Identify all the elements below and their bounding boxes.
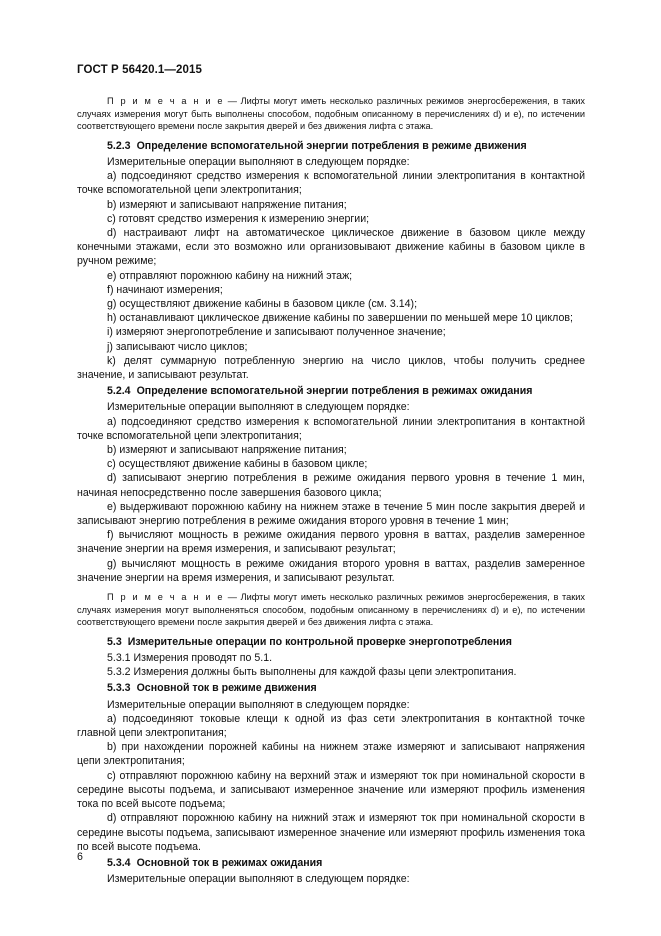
list-item: b) при нахождении порожней кабины на нижнем этаже измеряют и записывают напряжения цепи электропитания; [77,741,585,768]
list-item: e) выдерживают порожнюю кабину на нижнем этаже в течение 5 мин после закрытия дверей и записывают энергию потребления в режиме ожидания второго уровня в течение 1 мин; [77,500,585,528]
list-item: b) измеряют и записывают напряжение питания; [107,198,347,211]
paragraph-5-3-2: 5.3.2 Измерения должны быть выполнены для каждой фазы цепи электропитания. [107,666,517,679]
list-item: d) записывают энергию потребления в режиме ожидания первого уровня в течение 1 мин, начиная непосредственно после завершения базового цикла; [77,472,585,499]
section-5-3-3-title: Основной ток в режиме движения [136,682,317,695]
note-2 [77,591,585,629]
section-5-2-4-number: 5.2.4 [107,385,131,398]
list-item: g) осуществляют движение кабины в базовом цикле (см. 3.14); [107,298,418,311]
list-item: h) останавливают циклическое движение кабины по завершении по меньшей мере 10 циклов; [107,312,573,325]
section-5-3-number: 5.3 [107,635,122,648]
section-5-2-4-heading [77,384,585,398]
paragraph-5-3-1: 5.3.1 Измерения проводят по 5.1. [107,652,273,665]
list-item: a) подсоединяют средство измерения к вспомогательной линии электропитания в контактной точке вспомогательной цепи электропитания; [77,415,585,442]
list-item: f) начинают измерения; [107,283,223,296]
section-5-3-3-number: 5.3.3 [107,682,131,695]
list-item: g) вычисляют мощность в режиме ожидания второго уровня в ваттах, разделив замеренное значение энергии на время измерения, и записывают результат. [77,557,585,584]
list-item: a) подсоединяют средство измерения к вспомогательной линии электропитания в контактной точке вспомогательной цепи электропитания; [77,170,585,197]
section-5-3-4-number: 5.3.4 [107,856,131,869]
section-5-3-title: Измерительные операции по контрольной проверке энергопотребления [127,635,512,648]
section-5-2-4-intro: Измерительные операции выполняют в следующем порядке: [107,401,410,414]
list-item: c) осуществляют движение кабины в базовом цикле; [107,458,368,471]
section-5-2-3-heading [77,139,585,153]
list-item: b) измеряют и записывают напряжение питания; [107,444,347,457]
section-5-3-4-intro: Измерительные операции выполняют в следующем порядке: [107,873,410,886]
list-item: d) настраивают лифт на автоматическое циклическое движение в базовом цикле между конечными этажами, если это возможно или организовывают движение кабины в базовом цикле в ручном режиме; [77,227,585,268]
section-5-2-3-number: 5.2.3 [107,139,131,152]
note-2-text: — Лифты могут иметь несколько различных режимов энергосбережения, в таких случаях измерения могут выполненяться способом, подобным описанному в перечислениях d) и e), по истечении соответствующего времени после закрытия дверей и без движения лифта с этажа. [77,592,585,628]
page-number: 6 [77,851,83,863]
list-item: c) готовят средство измерения к измерению энергии; [107,212,370,225]
section-5-2-3-title: Определение вспомогательной энергии потребления в режиме движения [136,139,527,152]
note-2-label: П р и м е ч а н и е [107,592,225,603]
list-item: d) отправляют порожнюю кабину на нижний этаж и измеряют ток при номинальной скорости в середине высоты подъема, записывают измеренное значение или измеряют профиль изменения тока по всей высоте подъема. [77,812,585,853]
section-5-3-heading [77,635,585,649]
section-5-3-3-intro: Измерительные операции выполняют в следующем порядке: [107,698,410,711]
page-content [77,93,585,886]
list-item: f) вычисляют мощность в режиме ожидания первого уровня в ваттах, разделив замеренное значение энергии на время измерения, и записывают результат; [77,529,585,556]
list-item: e) отправляют порожнюю кабину на нижний этаж; [107,269,353,282]
list-item: i) измеряют энергопотребление и записывают полученное значение; [107,326,446,339]
note-1 [77,95,585,133]
section-5-2-3-intro: Измерительные операции выполняют в следующем порядке: [107,155,410,168]
section-5-3-3-heading [77,681,585,695]
section-5-3-4-title: Основной ток в режимах ожидания [136,856,323,869]
list-item: k) делят суммарную потребленную энергию на число циклов, чтобы получить среднее значение, и записывают результат. [77,354,585,382]
list-item: a) подсоединяют токовые клещи к одной из фаз сети электропитания в контактной точке главной цепи электропитания; [77,712,585,740]
section-5-2-4-title: Определение вспомогательной энергии потребления в режимах ожидания [136,385,533,398]
document-header: ГОСТ Р 56420.1—2015 [77,64,202,76]
list-item: j) записывают число циклов; [107,340,248,353]
list-item: c) отправляют порожнюю кабину на верхний этаж и измеряют ток при номинальной скорости в середине высоты подъема, и записывают измеренное значение или измеряют профиль изменения тока по всей высоте подъема; [77,769,585,811]
note-1-label: П р и м е ч а н и е [107,96,225,106]
note-1-text: — Лифты могут иметь несколько различных режимов энергосбережения, в таких случаях измерения могут быть выполнены способом, подобным описанному в перечислениях d) и e), по истечении соответствующего времени после закрытия дверей и без движения лифта с этажа. [77,96,585,132]
section-5-3-4-heading [77,856,585,870]
